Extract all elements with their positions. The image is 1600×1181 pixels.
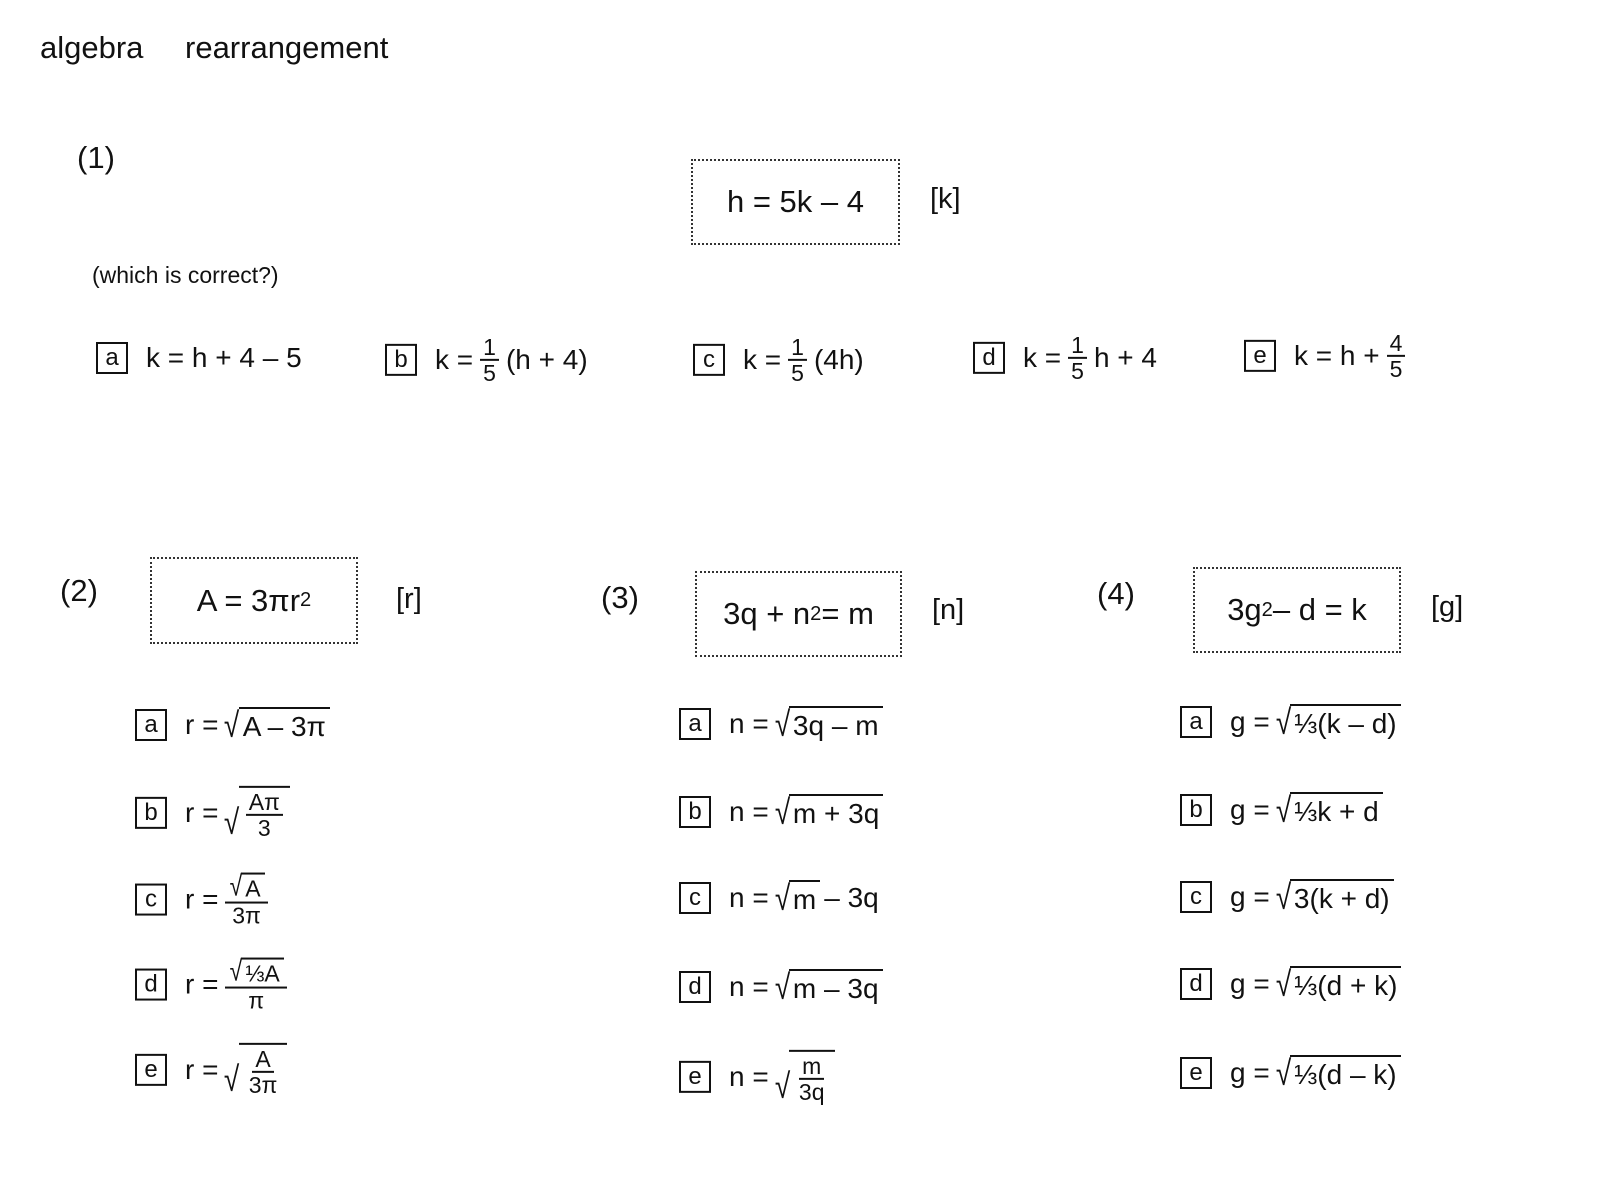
problem-number: (3) — [601, 580, 639, 615]
square-root — [773, 1050, 835, 1107]
option-expression — [1294, 331, 1408, 381]
fraction — [246, 790, 283, 840]
equation-box — [691, 159, 900, 245]
denominator — [788, 361, 807, 385]
radicand — [1290, 792, 1383, 828]
radicand — [239, 1043, 288, 1097]
radicand — [239, 786, 290, 840]
square-root — [1274, 879, 1394, 915]
expr-text: ⅓A — [245, 960, 280, 987]
expr-text: 5 — [791, 360, 804, 386]
radicand — [1290, 966, 1401, 1002]
answer-option-a[interactable] — [1180, 704, 1401, 740]
expr-text: 3(k + d) — [1293, 883, 1390, 914]
option-expression — [185, 955, 290, 1014]
answer-option-e[interactable] — [135, 1043, 287, 1100]
radicand — [1290, 1055, 1401, 1091]
radicand — [1290, 704, 1401, 740]
option-expression — [729, 1050, 835, 1107]
expr-text: 3g — [1227, 592, 1262, 627]
option-letter-checkbox[interactable]: a — [96, 342, 128, 374]
numerator — [788, 335, 807, 361]
expr-text: 1 — [483, 333, 496, 360]
option-letter-checkbox[interactable]: a — [679, 708, 711, 740]
option-expression — [185, 707, 330, 743]
radicand — [241, 873, 264, 902]
expr-text: n = — [729, 1061, 769, 1092]
prompt-text: (which is correct?) — [92, 262, 279, 288]
expr-text: ⅓(k – d) — [1293, 708, 1397, 739]
expr-text: m — [792, 884, 817, 915]
problem-number: (2) — [60, 573, 98, 608]
expr-text: n = — [729, 971, 769, 1002]
option-expression — [1023, 333, 1157, 383]
answer-option-c[interactable] — [135, 870, 271, 929]
radicand — [1290, 879, 1394, 915]
expr-text: k = — [743, 344, 782, 375]
option-expression — [185, 1043, 287, 1100]
answer-option-b[interactable] — [135, 786, 290, 843]
option-letter-checkbox[interactable]: d — [1180, 968, 1212, 1000]
radical-sign-icon: √ — [1275, 878, 1291, 917]
radicand — [789, 1050, 835, 1104]
fraction — [1068, 333, 1087, 383]
expr-text: r = — [185, 883, 219, 915]
option-letter-checkbox[interactable]: c — [679, 882, 711, 914]
answer-option-c[interactable] — [693, 335, 864, 385]
answer-option-c[interactable] — [1180, 879, 1394, 915]
option-expression — [743, 335, 864, 385]
option-expression — [729, 706, 883, 742]
radicand — [789, 794, 883, 830]
expr-text: k = h + — [1294, 340, 1380, 371]
radical-sign-icon: √ — [224, 1060, 240, 1100]
numerator — [246, 790, 283, 816]
radical-sign-icon: √ — [230, 955, 243, 988]
option-expression — [185, 870, 271, 929]
expr-text: n = — [729, 882, 769, 913]
square-root — [222, 1043, 287, 1100]
option-letter-checkbox[interactable]: a — [135, 709, 167, 741]
expr-text: 4 — [1389, 329, 1403, 356]
option-letter-checkbox[interactable]: e — [1244, 340, 1276, 372]
radical-sign-icon: √ — [774, 705, 790, 744]
expr-text: – 3q — [824, 882, 879, 913]
expr-text: h = 5k – 4 — [726, 184, 865, 219]
equation-box — [150, 557, 358, 644]
option-letter-checkbox[interactable]: b — [1180, 794, 1212, 826]
title-word-1: algebra — [40, 30, 144, 65]
option-expression — [1230, 792, 1383, 828]
square-root — [228, 870, 264, 903]
expr-text: 5 — [1389, 356, 1403, 382]
equation — [727, 184, 864, 220]
square-root — [773, 706, 883, 742]
radical-sign-icon: √ — [1275, 791, 1291, 830]
superscript: 2 — [300, 589, 312, 611]
denominator — [246, 1073, 281, 1097]
option-expression — [729, 969, 883, 1005]
expr-text: k = — [1023, 342, 1062, 373]
option-letter-checkbox[interactable]: c — [135, 884, 167, 916]
answer-option-d[interactable] — [973, 333, 1157, 383]
expr-text: (4h) — [813, 344, 864, 375]
option-letter-checkbox[interactable]: c — [693, 344, 725, 376]
answer-option-c[interactable] — [679, 880, 879, 916]
radicand — [241, 958, 284, 987]
option-letter-checkbox[interactable]: b — [385, 344, 417, 376]
expr-text: m — [802, 1052, 822, 1079]
radicand — [239, 707, 330, 743]
expr-text: 1 — [1071, 331, 1084, 358]
fraction — [480, 335, 499, 385]
numerator — [799, 1054, 824, 1080]
radical-sign-icon: √ — [774, 1067, 790, 1107]
expr-text: – d = k — [1272, 592, 1367, 627]
fraction — [225, 955, 286, 1014]
equation — [723, 596, 874, 632]
expr-text: r = — [185, 709, 219, 740]
expr-text: = m — [821, 596, 874, 631]
answer-option-e[interactable] — [1244, 331, 1408, 381]
fraction — [225, 870, 267, 929]
radicand — [789, 706, 883, 742]
option-expression — [435, 335, 588, 385]
option-expression — [1230, 1055, 1401, 1091]
square-root — [222, 786, 289, 843]
title-word-2: rearrangement — [185, 30, 389, 65]
answer-option-a[interactable] — [96, 342, 302, 374]
answer-option-a[interactable] — [679, 706, 883, 742]
expr-text: g = — [1230, 706, 1270, 737]
expr-text: k = — [435, 344, 474, 375]
radical-sign-icon: √ — [1275, 703, 1291, 742]
numerator — [1068, 333, 1087, 359]
expr-text: g = — [1230, 1057, 1270, 1088]
answer-option-e[interactable] — [1180, 1055, 1401, 1091]
expr-text: k = h + 4 – 5 — [146, 342, 302, 373]
option-letter-checkbox[interactable]: a — [1180, 706, 1212, 738]
numerator — [225, 955, 286, 989]
radical-sign-icon: √ — [230, 870, 243, 903]
subject-variable: [r] — [396, 583, 422, 615]
expr-text: g = — [1230, 881, 1270, 912]
denominator — [1068, 359, 1087, 383]
denominator — [229, 903, 264, 927]
fraction — [246, 1047, 281, 1097]
square-root — [1274, 966, 1402, 1002]
expr-text: A — [245, 875, 261, 902]
answer-option-b[interactable] — [385, 335, 588, 385]
fraction — [796, 1054, 828, 1104]
option-letter-checkbox[interactable]: b — [679, 796, 711, 828]
subject-variable: [n] — [932, 594, 965, 626]
numerator — [480, 335, 499, 361]
square-root — [1274, 792, 1383, 828]
expr-text: π — [248, 987, 265, 1014]
option-letter-checkbox[interactable]: b — [135, 797, 167, 829]
expr-text: g = — [1230, 968, 1270, 999]
problem-number: (1) — [77, 140, 115, 175]
radical-sign-icon: √ — [1275, 1054, 1291, 1093]
expr-text: A – 3π — [242, 711, 326, 742]
square-root — [773, 969, 883, 1005]
expr-text: n = — [729, 708, 769, 739]
expr-text: Aπ — [248, 788, 280, 815]
answer-option-e[interactable] — [679, 1050, 835, 1107]
subject-variable: [g] — [1431, 591, 1464, 623]
option-letter-checkbox[interactable]: d — [973, 342, 1005, 374]
subject-variable: [k] — [930, 183, 961, 215]
radical-sign-icon: √ — [774, 968, 790, 1007]
denominator — [245, 988, 267, 1012]
answer-option-a[interactable] — [135, 707, 330, 743]
fraction — [1387, 331, 1406, 381]
expr-text: 3q — [798, 1079, 825, 1105]
radical-sign-icon: √ — [224, 803, 240, 843]
radical-sign-icon: √ — [774, 879, 790, 918]
option-letter-checkbox[interactable]: e — [679, 1061, 711, 1093]
radical-sign-icon: √ — [1275, 965, 1291, 1004]
fraction — [788, 335, 807, 385]
expr-text: n = — [729, 796, 769, 827]
answer-option-b[interactable] — [679, 794, 883, 830]
expr-text: m + 3q — [792, 798, 880, 829]
radical-sign-icon: √ — [774, 793, 790, 832]
expr-text: ⅓(d – k) — [1293, 1059, 1397, 1090]
equation-box — [1193, 567, 1401, 653]
square-root — [1274, 704, 1401, 740]
radicand — [789, 969, 883, 1005]
option-letter-checkbox[interactable]: e — [135, 1054, 167, 1086]
expr-text: A = 3πr — [196, 582, 301, 618]
square-root — [773, 794, 884, 830]
option-expression — [729, 880, 879, 916]
expr-text: A — [255, 1045, 271, 1072]
expr-text: 3q + n — [723, 596, 811, 631]
expr-text: r = — [185, 1054, 219, 1085]
expr-text: ⅓k + d — [1293, 796, 1379, 827]
square-root — [222, 707, 329, 743]
answer-option-d[interactable] — [1180, 966, 1401, 1002]
square-root — [1274, 1055, 1401, 1091]
answer-option-d[interactable] — [135, 955, 290, 1014]
expr-text: 3 — [257, 815, 271, 841]
problem-number: (4) — [1097, 576, 1135, 611]
expr-text: r = — [185, 797, 219, 828]
expr-text: r = — [185, 968, 219, 1000]
expr-text: h + 4 — [1093, 342, 1157, 373]
square-root — [228, 955, 283, 988]
superscript: 2 — [810, 602, 822, 625]
expr-text: 1 — [791, 333, 804, 360]
option-letter-checkbox[interactable]: d — [679, 971, 711, 1003]
numerator — [1387, 331, 1406, 357]
equation-box — [695, 571, 902, 657]
equation — [1227, 592, 1367, 628]
option-expression — [185, 786, 290, 843]
expr-text: 3π — [232, 902, 261, 929]
expr-text: 3q – m — [792, 710, 879, 741]
option-letter-checkbox[interactable]: e — [1180, 1057, 1212, 1089]
expr-text: 5 — [483, 360, 496, 386]
expr-text: 3π — [248, 1072, 278, 1098]
option-letter-checkbox[interactable]: c — [1180, 881, 1212, 913]
expr-text: m – 3q — [792, 973, 879, 1004]
superscript: 2 — [1261, 598, 1273, 621]
expr-text: ⅓(d + k) — [1293, 970, 1398, 1001]
denominator — [796, 1080, 828, 1104]
answer-option-d[interactable] — [679, 969, 883, 1005]
radical-sign-icon: √ — [224, 706, 240, 745]
square-root — [773, 880, 821, 916]
radicand — [789, 880, 820, 916]
option-expression — [729, 794, 883, 830]
expr-text: (h + 4) — [505, 344, 588, 375]
option-expression — [1230, 966, 1401, 1002]
expr-text: 5 — [1071, 358, 1084, 384]
answer-option-b[interactable] — [1180, 792, 1383, 828]
denominator — [480, 361, 499, 385]
numerator — [252, 1047, 273, 1073]
denominator — [255, 816, 274, 840]
expr-text: g = — [1230, 794, 1270, 825]
option-letter-checkbox[interactable]: d — [135, 969, 167, 1001]
equation — [197, 583, 311, 619]
option-expression — [146, 342, 302, 374]
denominator — [1387, 357, 1406, 381]
option-expression — [1230, 879, 1394, 915]
option-expression — [1230, 704, 1401, 740]
numerator — [225, 870, 267, 904]
